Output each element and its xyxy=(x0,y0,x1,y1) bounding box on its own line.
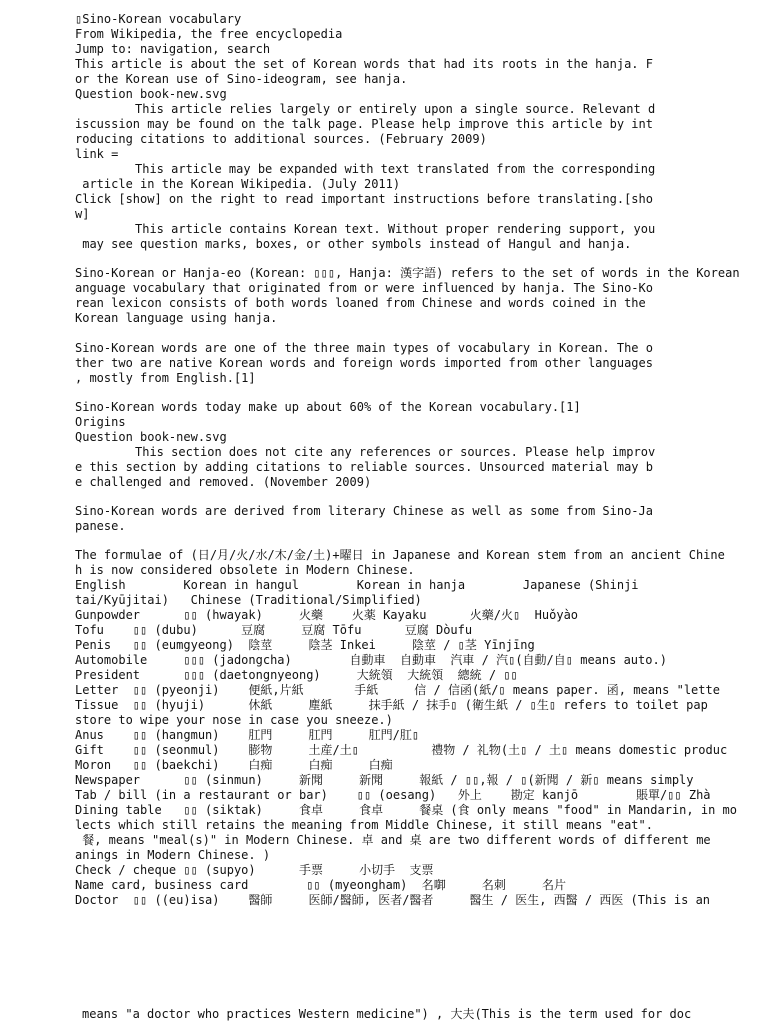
notice-text-line: This article contains Korean text. Without proper rendering support, you xyxy=(135,222,656,236)
table-row: Moron ▯▯ (baekchi) 白痴 白痴 白痴 xyxy=(75,758,393,772)
notice-text-line: This article relies largely or entirely upon a single source. Relevant d xyxy=(135,102,656,116)
table-row-continuation: anings in Modern Chinese. ) xyxy=(75,848,271,862)
table-row: Anus ▯▯ (hangmun) 肛門 肛門 肛門/肛▯ xyxy=(75,728,420,742)
hatnote-line: or the Korean use of Sino-ideogram, see hanja. xyxy=(75,72,408,86)
paragraph-line: Sino-Korean words are derived from literary Chinese as well as some from Sino-Ja xyxy=(75,504,653,518)
notice-text-line: may see question marks, boxes, or other symbols instead of Hangul and hanja. xyxy=(75,237,632,251)
notice-text-line: Click [show] on the right to read important instructions before translating.[sho xyxy=(75,192,653,206)
notice-text-line: iscussion may be found on the talk page. Please help improve this article by int xyxy=(75,117,653,131)
tagline: From Wikipedia, the free encyclopedia xyxy=(75,27,343,41)
table-row: Automobile ▯▯▯ (jadongcha) 自動車 自動車 汽車 / 汽▯(自動/自▯ means auto.) xyxy=(75,653,667,667)
table-row: Tissue ▯▯ (hyuji) 休紙 塵紙 抹手紙 / 抹手▯ (衛生紙 / ▯生▯ refers to toilet pap xyxy=(75,698,708,712)
table-row-continuation: means "a doctor who practices Western medicine") , 大夫(This is the term used for doc xyxy=(82,1007,692,1021)
paragraph-line: ther two are native Korean words and foreign words imported from other languages xyxy=(75,356,653,370)
table-header-line: English Korean in hangul Korean in hanja Japanese (Shinji xyxy=(75,578,639,592)
table-row: Doctor ▯▯ ((eu)isa) 醫師 医師/醫師, 医者/醫者 醫生 / 医生, 西醫 / 西医 (This is an xyxy=(75,893,711,907)
paragraph-line: h is now considered obsolete in Modern Chinese. xyxy=(75,563,415,577)
paragraph-line: rean lexicon consists of both words loaned from Chinese and words coined in the xyxy=(75,296,646,310)
table-row: Check / cheque ▯▯ (supyo) 手票 小切手 支票 xyxy=(75,863,434,877)
paragraph-line: Korean language using hanja. xyxy=(75,311,278,325)
notice-text-line: article in the Korean Wikipedia. (July 2011) xyxy=(75,177,401,191)
paragraph-line: anguage vocabulary that originated from or were influenced by hanja. The Sino-Ko xyxy=(75,281,653,295)
table-row: Penis ▯▯ (eumgyeong) 陰莖 陰茎 Inkei 陰莖 / ▯茎 Yīnjīng xyxy=(75,638,535,652)
table-row: Name card, business card ▯▯ (myeongham) 名啣 名刺 名片 xyxy=(75,878,567,892)
paragraph-line: The formulae of (日/月/火/水/木/金/土)+曜日 in Japanese and Korean stem from an ancient Chine xyxy=(75,548,725,562)
table-row-continuation: store to wipe your nose in case you sneeze.) xyxy=(75,713,393,727)
table-row: Letter ▯▯ (pyeonji) 便紙,片紙 手紙 信 / 信函(紙/▯ means paper. 函, means "lette xyxy=(75,683,720,697)
notice-text-line: This section does not cite any references or sources. Please help improv xyxy=(135,445,656,459)
hatnote-line: This article is about the set of Korean words that had its roots in the hanja. F xyxy=(75,57,653,71)
table-row: Newspaper ▯▯ (sinmun) 新聞 新聞 報紙 / ▯▯,報 / ▯(新聞 / 新▯ means simply xyxy=(75,773,694,787)
link-label: link = xyxy=(75,147,119,161)
notice-text-line: e this section by adding citations to reliable sources. Unsourced material may b xyxy=(75,460,653,474)
paragraph-line: , mostly from English.[1] xyxy=(75,371,256,385)
notice-text-line: e challenged and removed. (November 2009) xyxy=(75,475,372,489)
paragraph-line: Sino-Korean words today make up about 60% of the Korean vocabulary.[1] xyxy=(75,400,581,414)
table-row: Gift ▯▯ (seonmul) 膨物 土産/土▯ 禮物 / 礼物(土▯ / 土▯ means domestic produc xyxy=(75,743,728,757)
section-heading: Origins xyxy=(75,415,126,429)
article-title: ▯Sino-Korean vocabulary xyxy=(75,12,242,26)
table-row-continuation: 餐, means "meal(s)" in Modern Chinese. 卓 and 桌 are two different words of different me xyxy=(75,833,711,847)
notice-text-line: roducing citations to additional sources. (February 2009) xyxy=(75,132,487,146)
paragraph-line: Sino-Korean words are one of the three main types of vocabulary in Korean. The o xyxy=(75,341,653,355)
table-header-line: tai/Kyūjitai) Chinese (Traditional/Simplified) xyxy=(75,593,422,607)
notice-text-line: This article may be expanded with text translated from the corresponding xyxy=(135,162,656,176)
table-row: President ▯▯▯ (daetongnyeong) 大統領 大統領 總統 / ▯▯ xyxy=(75,668,518,682)
image-caption: Question book-new.svg xyxy=(75,87,227,101)
paragraph-line: panese. xyxy=(75,519,126,533)
jump-to-navigation: Jump to: navigation, search xyxy=(75,42,271,56)
image-caption: Question book-new.svg xyxy=(75,430,227,444)
table-row-continuation: lects which still retains the meaning from Middle Chinese, it still means "eat". xyxy=(75,818,653,832)
table-row: Dining table ▯▯ (siktak) 食卓 食卓 餐桌 (食 only means "food" in Mandarin, in mo xyxy=(75,803,737,817)
table-row: Tofu ▯▯ (dubu) 豆腐 豆腐 Tōfu 豆腐 Dòufu xyxy=(75,623,473,637)
table-row: Tab / bill (in a restaurant or bar) ▯▯ (oesang) 外上 勘定 kanjō 賬單/▯▯ Zhà xyxy=(75,788,711,802)
table-row: Gunpowder ▯▯ (hwayak) 火藥 火薬 Kayaku 火藥/火▯ Huǒyào xyxy=(75,608,579,622)
paragraph-line: Sino-Korean or Hanja-eo (Korean: ▯▯▯, Hanja: 漢字語) refers to the set of words in the Korean xyxy=(75,266,740,280)
notice-text-line: w] xyxy=(75,207,90,221)
